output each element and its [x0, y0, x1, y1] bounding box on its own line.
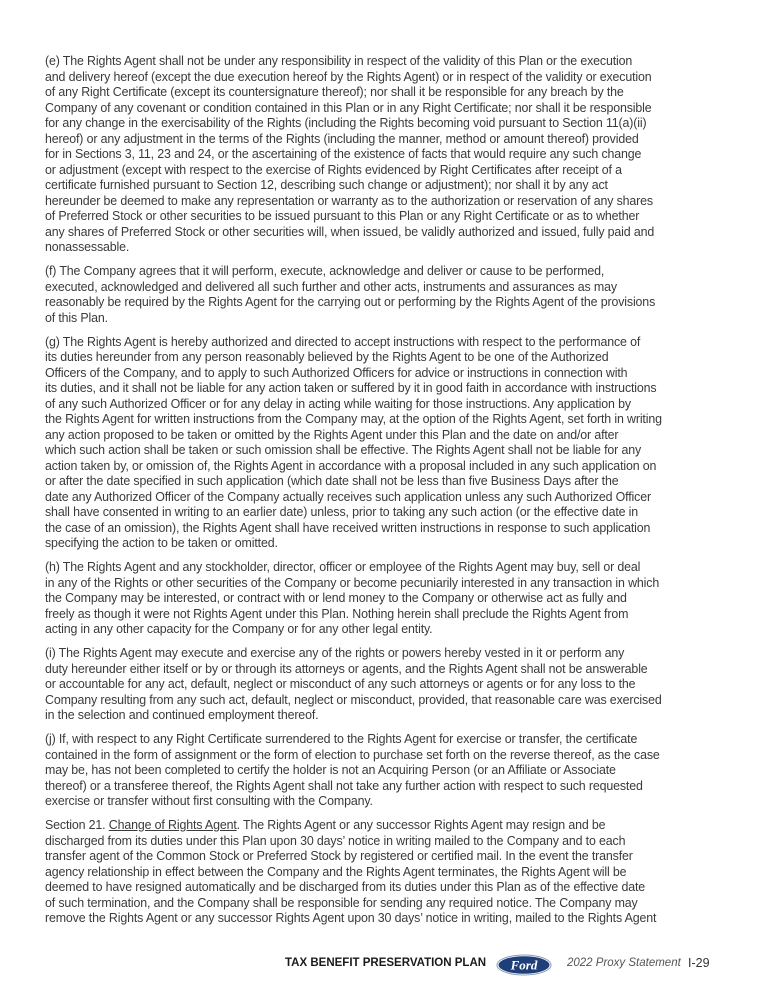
text-line: action taken by, or omission of, the Rights Agent in accordance with a proposal included in any such application on: [45, 458, 657, 473]
paragraph-h: [45, 560, 735, 638]
text-line: of this Plan.: [45, 310, 108, 325]
text-line: (j) If, with respect to any Right Certificate surrendered to the Rights Agent for exercise or transfer, the certificate: [45, 732, 638, 746]
text-line: date any Authorized Officer of the Company actually receives such application unless any such Authorized Officer: [45, 489, 651, 504]
text-line: acting in any other capacity for the Company or for any other legal entity.: [45, 622, 433, 636]
section-text: . The Rights Agent or any successor Rights Agent may resign and be: [236, 818, 606, 832]
text-line: contained in the form of assignment or the form of election to purchase set forth on the reverse thereof, as the case: [45, 747, 660, 762]
footer-section-title: TAX BENEFIT PRESERVATION PLAN: [285, 957, 487, 969]
text-line: exercise or transfer without first consulting with the Company.: [45, 794, 373, 808]
page-footer: [0, 953, 768, 977]
text-line: for any change in the exercisability of the Rights (including the Rights becoming void pursuant to Section 11(a)(ii): [45, 116, 647, 130]
text-line: (i) The Rights Agent may execute and exercise any of the rights or powers hereby vested in it or perform any: [45, 646, 625, 660]
page-number: I-29: [688, 956, 710, 970]
text-line: the Company may be interested, or contract with or lend money to the Company or otherwise act as fully and: [45, 591, 627, 605]
text-line: which such action shall be taken or such omission shall be effective. The Rights Agent shall not be liable for any: [45, 443, 642, 457]
text-line: specifying the action to be taken or omitted.: [45, 536, 278, 550]
text-line: of such termination, and the Company shall be responsible for sending any required notice. The Company may: [45, 895, 638, 910]
text-line: reasonably be required by the Rights Agent for the carrying out or performing by the Rights Agent of the provisions: [45, 295, 656, 309]
text-line: (h) The Rights Agent and any stockholder, director, officer or employee of the Rights Agent may buy, sell or deal: [45, 560, 641, 574]
text-line: deemed to have resigned automatically and be discharged from its duties under this Plan as of the effective date: [45, 880, 646, 894]
text-line: (f) The Company agrees that it will perform, execute, acknowledge and deliver or cause to be performed,: [45, 264, 605, 278]
text-line: and delivery hereof (except the due execution hereof by the Rights Agent) or in respect of the validity or execution: [45, 69, 652, 84]
text-line: in any of the Rights or other securities of the Company or become pecuniarily interested in any transaction in which: [45, 575, 660, 590]
paragraph-e: [45, 54, 735, 256]
document-body: [45, 54, 735, 935]
paragraph-f: [45, 264, 735, 326]
section-number: Section 21.: [45, 818, 109, 832]
text-line: its duties, and it shall not be liable for any action taken or suffered by it in good faith in accordance with instructions: [45, 381, 657, 395]
text-line: the case of an omission), the Rights Agent shall have received written instructions in response to such application: [45, 520, 651, 535]
text-line: or adjustment (except with respect to the exercise of Rights evidenced by Right Certificates after receipt of a: [45, 162, 622, 177]
text-line: Company of any covenant or condition contained in this Plan or in any Right Certificate; nor shall it be responsible: [45, 100, 652, 115]
text-line: any shares of Preferred Stock or other securities will, when issued, be validly authorized and issued, fully paid and: [45, 224, 655, 239]
text-line: executed, acknowledged and delivered all such further and other acts, instruments and assurances as may: [45, 279, 617, 294]
text-line: for in Sections 3, 11, 23 and 24, or the ascertaining of the existence of facts that would require any such change: [45, 147, 642, 161]
ford-logo-icon: [496, 954, 552, 976]
text-line: nonassessable.: [45, 240, 130, 254]
section-heading: Change of Rights Agent: [108, 818, 237, 832]
text-line: Officers of the Company, and to apply to such Authorized Officers for advice or instructions in connection with: [45, 365, 628, 380]
text-line: [45, 818, 725, 834]
section-21: [45, 818, 735, 927]
text-line: Company resulting from any such act, default, neglect or misconduct, provided, that reasonable care was exercised: [45, 692, 662, 707]
text-line: may be, has not been completed to certify the holder is not an Acquiring Person (or an Affiliate or Associate: [45, 763, 616, 777]
text-line: its duties hereunder from any person reasonably believed by the Rights Agent to be one of the Authorized: [45, 350, 609, 364]
footer-document-name: 2022 Proxy Statement: [567, 957, 681, 969]
text-line: freely as though it were not Rights Agent under this Plan. Nothing herein shall preclude the Rights Agent from: [45, 606, 629, 621]
text-line: or accountable for any act, default, neglect or misconduct of any such attorneys or agents or for any loss to the: [45, 677, 636, 691]
paragraph-g: [45, 335, 735, 552]
text-line: of any Right Certificate (except its countersignature thereof); nor shall it be responsible for any breach by the: [45, 85, 624, 99]
text-line: of any such Authorized Officer or for any delay in acting while waiting for those instructions. Any application by: [45, 396, 631, 411]
text-line: of Preferred Stock or other securities to be issued pursuant to this Plan or any Right Certificate or as to whether: [45, 209, 640, 223]
text-line: duty hereunder either itself or by or through its attorneys or agents, and the Rights Agent shall not be answerable: [45, 661, 648, 676]
paragraph-i: [45, 646, 735, 724]
paragraph-j: [45, 732, 735, 810]
text-line: hereof) or any adjustment in the terms of the Rights (including the manner, method or amount thereof) provided: [45, 131, 639, 146]
text-line: shall have consented in writing to an earlier date) unless, prior to taking any such action (or the effective date in: [45, 505, 639, 519]
ford-logo-text: Ford: [510, 957, 538, 973]
text-line: certificate furnished pursuant to Section 12, describing such change or adjustment); nor shall it by any act: [45, 178, 608, 192]
text-line: hereunder be deemed to make any representation or warranty as to the authorization or reservation of any shares: [45, 193, 653, 208]
text-line: the Rights Agent for written instructions from the Company may, at the option of the Rights Agent, set forth in writing: [45, 412, 662, 426]
text-line: (e) The Rights Agent shall not be under any responsibility in respect of the validity of this Plan or the execution: [45, 54, 633, 68]
text-line: agency relationship in effect between the Company and the Rights Agent terminates, the Rights Agent will be: [45, 864, 627, 879]
text-line: discharged from its duties under this Plan upon 30 days’ notice in writing mailed to the Company and to each: [45, 833, 626, 848]
text-line: remove the Rights Agent or any successor Rights Agent upon 30 days’ notice in writing, mailed to the Rights Agent: [45, 911, 657, 925]
text-line: thereof) or a transferee thereof, the Rights Agent shall not take any further action with respect to such requested: [45, 778, 643, 793]
text-line: any action proposed to be taken or omitted by the Rights Agent under this Plan and the date on and/or after: [45, 427, 619, 442]
text-line: in the selection and continued employment thereof.: [45, 708, 319, 722]
text-line: or after the date specified in such application (which date shall not be less than five Business Days after the: [45, 474, 619, 488]
text-line: (g) The Rights Agent is hereby authorized and directed to accept instructions with respect to the performance of: [45, 334, 641, 349]
text-line: transfer agent of the Common Stock or Preferred Stock by registered or certified mail. In the event the transfer: [45, 849, 633, 863]
